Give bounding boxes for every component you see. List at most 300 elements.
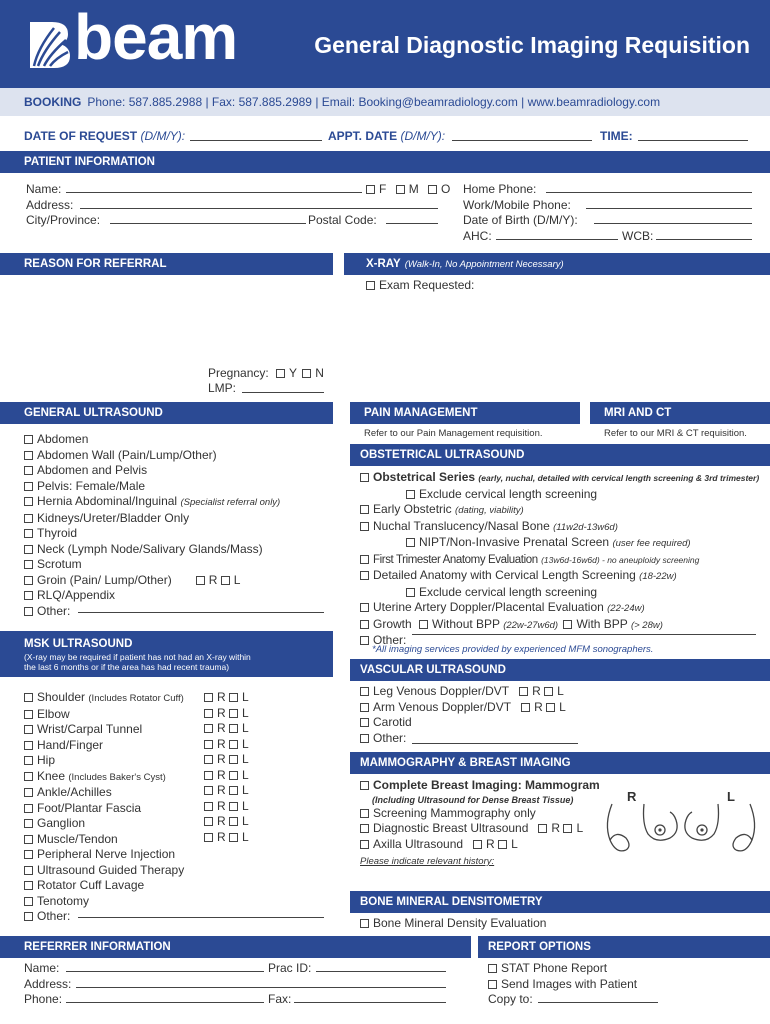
list-item bbox=[24, 863, 184, 879]
r-label: R bbox=[486, 836, 495, 851]
pregnancy-n-label: N bbox=[315, 366, 324, 380]
patient-address-label: Address: bbox=[26, 197, 74, 212]
referral-header bbox=[0, 253, 333, 275]
r-label: R bbox=[217, 783, 226, 797]
early-obstetric-checkbox[interactable] bbox=[360, 505, 369, 514]
r-label: R bbox=[532, 684, 541, 698]
nipt-checkbox[interactable] bbox=[406, 538, 415, 547]
referrer-name-label: Name: bbox=[24, 961, 60, 975]
send-images-checkbox[interactable] bbox=[488, 980, 497, 989]
list-item bbox=[488, 977, 637, 993]
diag-r-checkbox[interactable] bbox=[538, 824, 547, 833]
time-label: TIME: bbox=[600, 129, 633, 143]
neck-checkbox[interactable] bbox=[24, 545, 33, 554]
list-item bbox=[360, 806, 600, 822]
r-label: R bbox=[217, 814, 226, 828]
lmp-label: LMP: bbox=[208, 381, 237, 395]
first-tri-note: (13w6d-16w6d) - no aneuploidy screening bbox=[541, 554, 700, 565]
shoulder-checkbox[interactable] bbox=[24, 693, 33, 702]
list-item bbox=[24, 542, 280, 558]
l-label: L bbox=[242, 767, 249, 782]
general-other-checkbox[interactable] bbox=[24, 607, 33, 616]
r-label: R bbox=[208, 572, 218, 587]
rl-pair bbox=[204, 783, 249, 799]
list-item bbox=[24, 769, 184, 786]
list-item bbox=[24, 847, 184, 863]
wrist-checkbox[interactable] bbox=[24, 725, 33, 734]
tenotomy-checkbox[interactable] bbox=[24, 897, 33, 906]
l-label: L bbox=[242, 736, 249, 751]
booking-bar bbox=[0, 88, 770, 116]
logo-mark-icon bbox=[24, 18, 72, 70]
list-item bbox=[360, 821, 600, 837]
shoulder-note: (Includes Rotator Cuff) bbox=[88, 693, 184, 704]
list-item bbox=[24, 448, 280, 464]
uterine-checkbox[interactable] bbox=[360, 603, 369, 612]
sex-options bbox=[366, 182, 450, 198]
booking-info: Phone: 587.885.2988 | Fax: 587.885.2989 | Email: Booking@beamradiology.com | www.beamradiology.com bbox=[87, 95, 661, 109]
bone-item bbox=[360, 916, 546, 932]
without-bpp-label: Without BPP bbox=[432, 616, 500, 631]
l-label: L bbox=[242, 798, 249, 813]
l-label: L bbox=[242, 690, 249, 704]
hand-checkbox[interactable] bbox=[24, 741, 33, 750]
patient-name-label: Name: bbox=[26, 182, 62, 196]
referrer-list bbox=[24, 961, 71, 1008]
axilla-l-checkbox[interactable] bbox=[498, 840, 507, 849]
list-item bbox=[24, 878, 184, 894]
complete-note: (Including Ultrasound for Dense Breast Tissue) bbox=[372, 794, 574, 805]
lavage-checkbox[interactable] bbox=[24, 881, 33, 890]
growth-checkbox[interactable] bbox=[360, 620, 369, 629]
referrer-address-field[interactable] bbox=[76, 987, 446, 988]
list-item bbox=[24, 557, 280, 573]
foot-checkbox[interactable] bbox=[24, 804, 33, 813]
report-header bbox=[478, 936, 770, 958]
r-label: R bbox=[217, 798, 226, 813]
pain-title: PAIN MANAGEMENT bbox=[364, 407, 478, 419]
item-label: Scrotum bbox=[37, 557, 82, 571]
muscle-checkbox[interactable] bbox=[24, 835, 33, 844]
exclude-cervical-2-checkbox[interactable] bbox=[406, 588, 415, 597]
item-label: Foot/Plantar Fascia bbox=[37, 800, 142, 815]
list-item bbox=[24, 801, 184, 817]
groin-l-checkbox[interactable] bbox=[221, 576, 230, 585]
r-label: R bbox=[217, 752, 226, 766]
arm-l-checkbox[interactable] bbox=[546, 703, 555, 712]
list-item bbox=[360, 568, 759, 585]
first-trimester-checkbox[interactable] bbox=[360, 555, 369, 564]
list-item bbox=[24, 463, 280, 479]
pain-note: Refer to our Pain Management requisition. bbox=[364, 428, 543, 439]
diagnostic-checkbox[interactable] bbox=[360, 824, 369, 833]
nuchal-label: Nuchal Translucency/Nasal Bone bbox=[373, 518, 550, 533]
with-bpp-note: (> 28w) bbox=[630, 619, 663, 631]
leg-l-checkbox[interactable] bbox=[544, 687, 553, 696]
r-checkbox[interactable] bbox=[204, 724, 213, 733]
l-checkbox[interactable] bbox=[229, 786, 238, 795]
list-item bbox=[24, 479, 280, 495]
without-bpp-checkbox[interactable] bbox=[419, 620, 428, 629]
l-checkbox[interactable] bbox=[229, 802, 238, 811]
r-label: R bbox=[534, 699, 543, 714]
pregnancy-row bbox=[208, 366, 324, 382]
item-label: Kidneys/Ureter/Bladder Only bbox=[37, 510, 190, 525]
appt-date-label: APPT. DATE bbox=[328, 129, 398, 143]
item-label: Ultrasound Guided Therapy bbox=[37, 862, 185, 877]
item-label: Abdomen bbox=[37, 432, 89, 446]
l-checkbox[interactable] bbox=[229, 693, 238, 702]
with-bpp-checkbox[interactable] bbox=[563, 620, 572, 629]
bone-item-label: Bone Mineral Density Evaluation bbox=[373, 916, 547, 930]
exclude-cervical-1-checkbox[interactable] bbox=[406, 490, 415, 499]
list-item bbox=[24, 785, 184, 801]
copy-to-field[interactable] bbox=[538, 1002, 658, 1003]
r-checkbox[interactable] bbox=[204, 740, 213, 749]
item-label: Tenotomy bbox=[37, 893, 90, 908]
time-field[interactable] bbox=[638, 140, 748, 141]
lmp-field[interactable] bbox=[242, 392, 324, 393]
exam-requested-checkbox[interactable] bbox=[366, 281, 375, 290]
obs-footnote: *All imaging services provided by experienced MFM sonographers. bbox=[372, 644, 654, 655]
vascular-title: VASCULAR ULTRASOUND bbox=[360, 664, 506, 676]
exclude-label: Exclude cervical length screening bbox=[419, 584, 598, 599]
msk-other-field[interactable] bbox=[78, 917, 324, 918]
item-label: Rotator Cuff Lavage bbox=[37, 878, 145, 892]
r-label: R bbox=[217, 690, 226, 704]
list-item bbox=[360, 487, 759, 503]
report-list bbox=[488, 961, 637, 1008]
sex-o-checkbox[interactable] bbox=[428, 185, 437, 194]
l-checkbox[interactable] bbox=[229, 817, 238, 826]
nuchal-note: (11w2d-13w6d) bbox=[553, 521, 618, 533]
referrer-address-label: Address: bbox=[24, 976, 72, 991]
obs-series-note: (early, nuchal, detailed with cervical length screening & 3rd trimester) bbox=[478, 473, 760, 483]
appt-date-field[interactable] bbox=[452, 140, 592, 141]
groin-checkbox[interactable] bbox=[24, 576, 33, 585]
r-checkbox[interactable] bbox=[204, 786, 213, 795]
l-label: L bbox=[242, 721, 249, 735]
l-label: L bbox=[233, 572, 241, 587]
list-item bbox=[24, 738, 184, 754]
uterine-label: Uterine Artery Doppler/Placental Evaluation bbox=[373, 600, 604, 614]
mri-note: Refer to our MRI & CT requisition. bbox=[604, 428, 747, 439]
item-label: Shoulder bbox=[37, 690, 86, 704]
nerve-checkbox[interactable] bbox=[24, 850, 33, 859]
list-item bbox=[24, 753, 184, 769]
patient-city-field[interactable] bbox=[110, 223, 306, 224]
r-checkbox[interactable] bbox=[204, 802, 213, 811]
general-other-field[interactable] bbox=[78, 612, 324, 613]
detailed-anatomy-checkbox[interactable] bbox=[360, 571, 369, 580]
l-label: L bbox=[242, 814, 249, 828]
prac-id-label: Prac ID: bbox=[268, 961, 312, 975]
hernia-checkbox[interactable] bbox=[24, 497, 33, 506]
r-checkbox[interactable] bbox=[204, 755, 213, 764]
abdomen-checkbox[interactable] bbox=[24, 435, 33, 444]
ankle-checkbox[interactable] bbox=[24, 788, 33, 797]
general-us-list bbox=[24, 432, 280, 619]
ahc-field[interactable] bbox=[496, 239, 618, 240]
item-label: Hip bbox=[37, 753, 56, 767]
list-item bbox=[24, 707, 184, 723]
list-item bbox=[24, 894, 184, 910]
list-item bbox=[360, 684, 566, 700]
ganglion-checkbox[interactable] bbox=[24, 819, 33, 828]
obs-series-checkbox[interactable] bbox=[360, 473, 369, 482]
leg-venous-checkbox[interactable] bbox=[360, 687, 369, 696]
pregnancy-n-checkbox[interactable] bbox=[302, 369, 311, 378]
vascular-list bbox=[360, 684, 566, 746]
elbow-checkbox[interactable] bbox=[24, 710, 33, 719]
r-checkbox[interactable] bbox=[204, 693, 213, 702]
exam-requested-label: Exam Requested: bbox=[379, 278, 475, 292]
l-checkbox[interactable] bbox=[229, 724, 238, 733]
item-label: Hand/Finger bbox=[37, 737, 104, 752]
list-item bbox=[360, 502, 759, 519]
list-item bbox=[24, 526, 280, 542]
xray-title: X-RAY bbox=[366, 258, 401, 270]
booking-label: BOOKING bbox=[24, 95, 82, 109]
referral-title: REASON FOR REFERRAL bbox=[24, 258, 167, 270]
item-label: Wrist/Carpal Tunnel bbox=[37, 722, 143, 736]
vascular-other-field[interactable] bbox=[412, 743, 578, 744]
referrer-name-field[interactable] bbox=[66, 971, 264, 972]
l-label: L bbox=[559, 699, 566, 714]
list-item bbox=[24, 588, 280, 604]
knee-note: (Includes Baker's Cyst) bbox=[68, 771, 166, 783]
patient-name-field[interactable] bbox=[66, 192, 362, 193]
postal-code-field[interactable] bbox=[386, 223, 438, 224]
arm-r-checkbox[interactable] bbox=[521, 703, 530, 712]
list-item bbox=[360, 700, 566, 716]
wcb-field[interactable] bbox=[656, 239, 752, 240]
l-label: L bbox=[242, 829, 249, 844]
r-checkbox[interactable] bbox=[204, 817, 213, 826]
bone-density-checkbox[interactable] bbox=[360, 919, 369, 928]
report-title: REPORT OPTIONS bbox=[488, 941, 591, 953]
early-label: Early Obstetric bbox=[373, 502, 452, 516]
item-label: Knee bbox=[37, 768, 66, 783]
dob-label: Date of Birth (D/M/Y): bbox=[463, 213, 578, 227]
pregnancy-y-checkbox[interactable] bbox=[276, 369, 285, 378]
rl-pair bbox=[204, 768, 249, 784]
item-label: Hernia Abdominal/Inguinal bbox=[37, 494, 178, 508]
list-item bbox=[24, 573, 280, 589]
mammo-history: Please indicate relevant history: bbox=[360, 856, 495, 867]
list-item bbox=[360, 552, 759, 569]
diag-l-checkbox[interactable] bbox=[563, 824, 572, 833]
msk-rl-column bbox=[204, 690, 249, 845]
patient-city-label: City/Province: bbox=[26, 213, 101, 227]
msk-other-checkbox[interactable] bbox=[24, 912, 33, 921]
mri-header bbox=[590, 402, 770, 424]
item-label: Pelvis: Female/Male bbox=[37, 478, 146, 493]
list-item bbox=[360, 600, 759, 617]
item-label: Other: bbox=[37, 909, 71, 923]
work-phone-field[interactable] bbox=[586, 208, 752, 209]
knee-checkbox[interactable] bbox=[24, 772, 33, 781]
nuchal-checkbox[interactable] bbox=[360, 522, 369, 531]
item-label: Neck (Lymph Node/Salivary Glands/Mass) bbox=[37, 541, 263, 556]
r-label: R bbox=[217, 705, 226, 720]
logo-text: beam bbox=[74, 1, 238, 73]
appt-format: (D/M/Y): bbox=[400, 129, 446, 143]
vascular-other-label: Other: bbox=[373, 730, 407, 745]
item-label: Other: bbox=[37, 603, 71, 618]
r-checkbox[interactable] bbox=[204, 833, 213, 842]
rl-pair bbox=[204, 721, 249, 737]
date-format: (D/M/Y): bbox=[140, 129, 186, 143]
l-label: L bbox=[242, 705, 249, 720]
bone-header bbox=[350, 891, 770, 913]
screening-checkbox[interactable] bbox=[360, 809, 369, 818]
mammo-list bbox=[360, 778, 600, 852]
screening-label: Screening Mammography only bbox=[373, 805, 536, 820]
r-label: R bbox=[217, 767, 226, 782]
referrer-header bbox=[0, 936, 471, 958]
detailed-note: (18-22w) bbox=[639, 571, 677, 582]
referrer-title: REFERRER INFORMATION bbox=[24, 941, 171, 953]
abdomen-pelvis-checkbox[interactable] bbox=[24, 466, 33, 475]
vascular-other-checkbox[interactable] bbox=[360, 734, 369, 743]
pelvis-checkbox[interactable] bbox=[24, 482, 33, 491]
list-item bbox=[24, 432, 280, 448]
list-item bbox=[360, 778, 600, 794]
list-item bbox=[360, 794, 600, 806]
work-phone-label: Work/Mobile Phone: bbox=[463, 197, 571, 212]
mammo-header bbox=[350, 752, 770, 774]
exam-requested-row bbox=[366, 278, 474, 294]
diagnostic-label: Diagnostic Breast Ultrasound bbox=[373, 821, 529, 835]
fax-field[interactable] bbox=[294, 1002, 446, 1003]
breast-l-label: L bbox=[727, 789, 735, 804]
arm-label: Arm Venous Doppler/DVT bbox=[373, 699, 512, 714]
mammo-title: MAMMOGRAPHY & BREAST IMAGING bbox=[360, 757, 571, 769]
item-label: Muscle/Tendon bbox=[37, 831, 118, 846]
xray-header bbox=[344, 253, 770, 275]
obs-other-field[interactable] bbox=[412, 634, 756, 635]
msk-header bbox=[0, 631, 333, 677]
l-checkbox[interactable] bbox=[229, 771, 238, 780]
item-label: RLQ/Appendix bbox=[37, 588, 116, 602]
uterine-note: (22-24w) bbox=[607, 603, 645, 614]
list-item bbox=[360, 837, 600, 853]
r-checkbox[interactable] bbox=[204, 771, 213, 780]
item-label: Groin (Pain/ Lump/Other) bbox=[37, 572, 172, 587]
vascular-header bbox=[350, 659, 770, 681]
msk-title: MSK ULTRASOUND bbox=[24, 638, 133, 650]
leg-label: Leg Venous Doppler/DVT bbox=[373, 684, 510, 698]
prac-id-field[interactable] bbox=[316, 971, 446, 972]
list-item bbox=[360, 617, 759, 634]
rlq-checkbox[interactable] bbox=[24, 591, 33, 600]
obs-other-label: Other: bbox=[373, 633, 407, 647]
xray-sub: (Walk-In, No Appointment Necessary) bbox=[404, 258, 564, 270]
msk-list bbox=[24, 690, 184, 925]
sex-m-checkbox[interactable] bbox=[396, 185, 405, 194]
guided-therapy-checkbox[interactable] bbox=[24, 866, 33, 875]
kidneys-checkbox[interactable] bbox=[24, 514, 33, 523]
bone-title: BONE MINERAL DENSITOMETRY bbox=[360, 896, 543, 908]
axilla-checkbox[interactable] bbox=[360, 840, 369, 849]
l-checkbox[interactable] bbox=[229, 833, 238, 842]
rl-pair bbox=[204, 799, 249, 815]
nipt-note: (user fee required) bbox=[612, 538, 691, 549]
l-checkbox[interactable] bbox=[229, 755, 238, 764]
item-label: Abdomen and Pelvis bbox=[37, 463, 148, 477]
item-label: Thyroid bbox=[37, 526, 78, 540]
list-item bbox=[360, 535, 759, 552]
thyroid-checkbox[interactable] bbox=[24, 529, 33, 538]
rl-pair bbox=[204, 752, 249, 768]
groin-r-checkbox[interactable] bbox=[196, 576, 205, 585]
carotid-label: Carotid bbox=[373, 715, 412, 729]
l-checkbox[interactable] bbox=[229, 740, 238, 749]
item-label: Abdomen Wall (Pain/Lump/Other) bbox=[37, 447, 217, 462]
dob-field[interactable] bbox=[594, 223, 752, 224]
patient-address-field[interactable] bbox=[80, 208, 438, 209]
detailed-label: Detailed Anatomy with Cervical Length Screening bbox=[373, 568, 636, 582]
msk-note-1: (X-ray may be required if patient has not had an X-ray within bbox=[24, 652, 251, 662]
breast-diagram-icon bbox=[596, 800, 766, 858]
hip-checkbox[interactable] bbox=[24, 756, 33, 765]
stat-checkbox[interactable] bbox=[488, 964, 497, 973]
abdomen-wall-checkbox[interactable] bbox=[24, 451, 33, 460]
complete-label: Complete Breast Imaging: Mammogram bbox=[373, 778, 600, 792]
leg-r-checkbox[interactable] bbox=[519, 687, 528, 696]
rl-pair bbox=[204, 814, 249, 830]
first-tri-label: First Trimester Anatomy Evaluation bbox=[373, 553, 538, 566]
obstetrical-title: OBSTETRICAL ULTRASOUND bbox=[360, 449, 525, 461]
obs-other-checkbox[interactable] bbox=[360, 636, 369, 645]
referrer-phone-label: Phone: bbox=[24, 992, 63, 1006]
list-item bbox=[360, 715, 566, 731]
sex-m-label: M bbox=[408, 182, 419, 196]
complete-breast-checkbox[interactable] bbox=[360, 781, 369, 790]
nipt-label: NIPT/Non-Invasive Prenatal Screen bbox=[419, 535, 610, 549]
fax-label: Fax: bbox=[268, 992, 292, 1006]
carotid-checkbox[interactable] bbox=[360, 718, 369, 727]
date-of-request-label: DATE OF REQUEST bbox=[24, 129, 138, 143]
general-us-header bbox=[0, 402, 333, 424]
scrotum-checkbox[interactable] bbox=[24, 560, 33, 569]
exclude-label: Exclude cervical length screening bbox=[419, 486, 598, 501]
send-images-label: Send Images with Patient bbox=[501, 976, 638, 991]
date-of-request-field[interactable] bbox=[190, 140, 322, 141]
r-checkbox[interactable] bbox=[204, 709, 213, 718]
item-label: Ankle/Achilles bbox=[37, 785, 112, 799]
list-item bbox=[24, 494, 280, 511]
list-item bbox=[360, 585, 759, 601]
home-phone-field[interactable] bbox=[546, 192, 752, 193]
sex-f-checkbox[interactable] bbox=[366, 185, 375, 194]
request-row bbox=[24, 129, 185, 145]
rl-pair bbox=[204, 737, 249, 753]
r-label: R bbox=[551, 821, 561, 835]
l-checkbox[interactable] bbox=[229, 709, 238, 718]
arm-venous-checkbox[interactable] bbox=[360, 703, 369, 712]
axilla-r-checkbox[interactable] bbox=[473, 840, 482, 849]
l-label: L bbox=[242, 752, 249, 766]
mri-title: MRI AND CT bbox=[604, 407, 672, 419]
home-phone-label: Home Phone: bbox=[463, 182, 537, 196]
list-item bbox=[24, 832, 184, 848]
referrer-phone-field[interactable] bbox=[66, 1002, 264, 1003]
item-label: Ganglion bbox=[37, 816, 86, 830]
hernia-note: (Specialist referral only) bbox=[180, 497, 281, 508]
with-bpp-label: With BPP bbox=[576, 616, 628, 631]
